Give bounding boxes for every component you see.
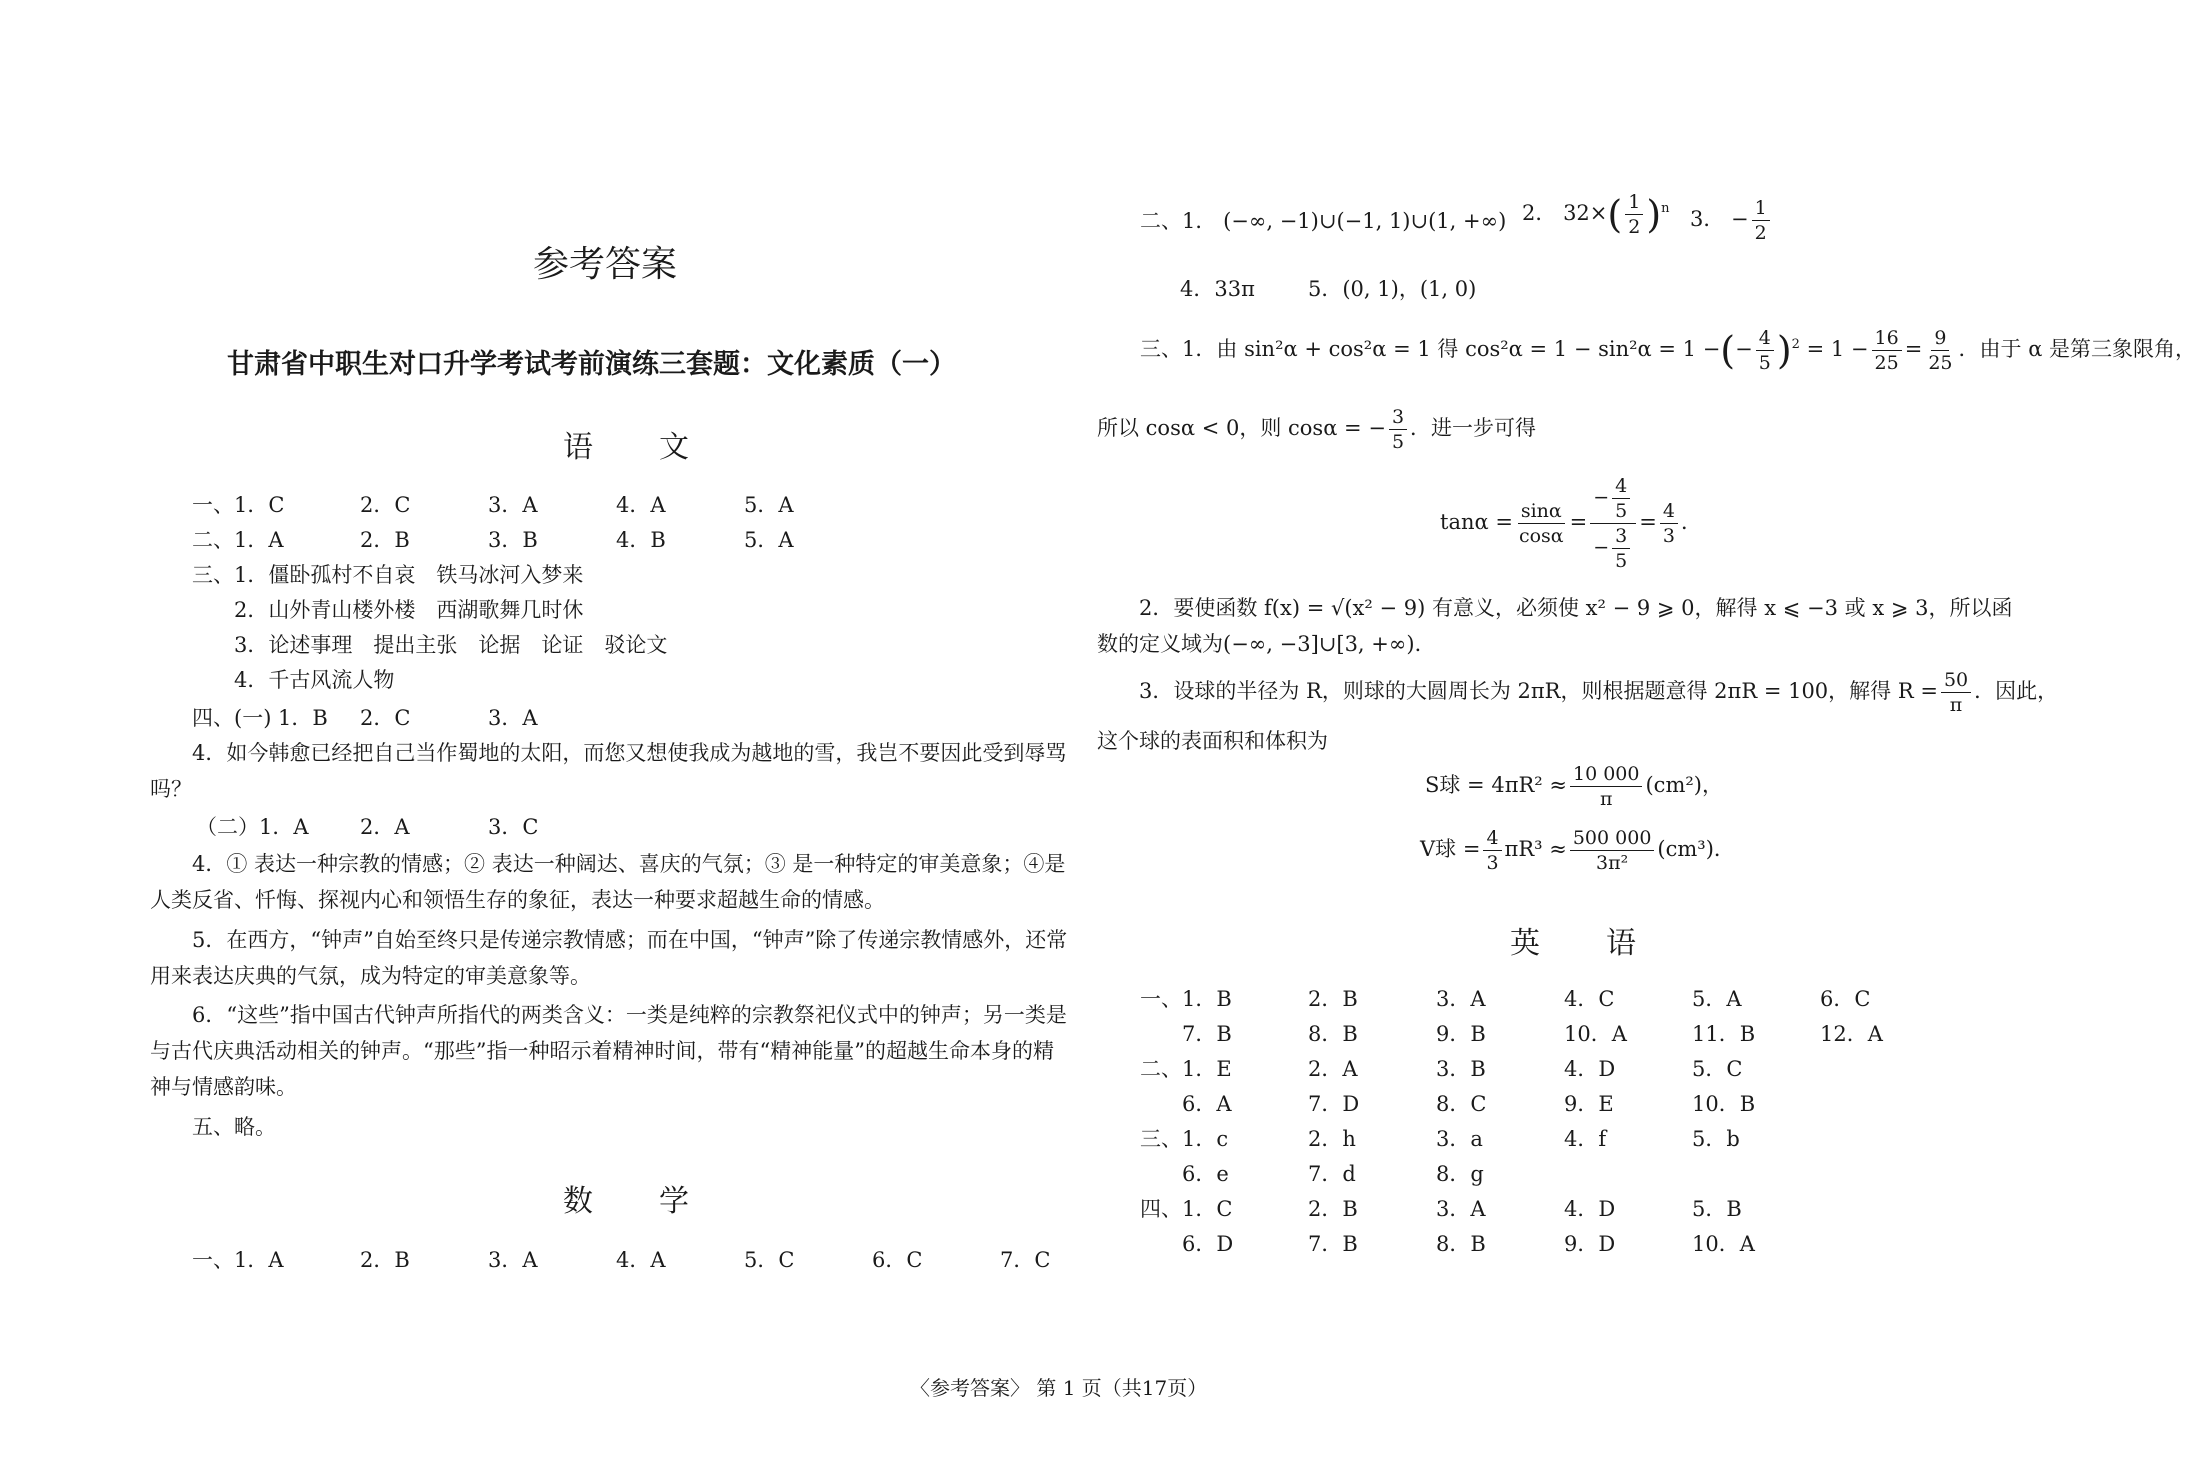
answer-item: 3．A [488,706,538,730]
shuxue-san-1: 三、1．由 sin²α + cos²α = 1 得 cos²α = 1 − sin²α = 1 −(− $\frac{4}{5}$ )$^2$ = 1 − $\frac{16}{25}$ = $\frac{9}{25}$ ．由于 α 是第三象限角， [1140,327,2196,374]
fraction: $\frac{4}{3}$ [1483,826,1501,875]
answer-item: 5．b [1692,1127,1740,1151]
fraction: $\frac{50}{\pi}$ [1941,668,1971,717]
math-expression: tanα = [1440,510,1513,534]
answer-item: 9．D [1564,1232,1616,1256]
math-expression: = 1 − [1806,337,1869,361]
yuwen-row-1 [192,490,872,520]
answer-item: 二、1．A [192,528,284,552]
answer-item: 9．E [1564,1092,1614,1116]
compound-fraction: − $\frac{4}{5}$ − $\frac{3}{5}$ [1590,474,1636,573]
yuwen-q5: 5．在西方，“钟声”自始至终只是传递宗教情感；而在中国，“钟声”除了传递宗教情感外，还常用来表达庆典的气氛，成为特定的审美意象等。 [150,928,1068,988]
answer-item: （二）1．A [196,815,309,839]
yingyu-row [1182,1089,1820,1119]
shuxue-sphere-volume [1420,826,1735,875]
answer-item: 一、1．C [192,493,285,517]
fraction: $\frac{1}{2}$ [1752,196,1770,245]
answer-item: 2．A [1308,1057,1358,1081]
answer-item: 2．h [1308,1127,1356,1151]
math-expression: V球 = [1420,837,1481,861]
math-expression: πR³ ≈ [1504,837,1567,861]
fraction: $\frac{16}{25}$ [1872,326,1902,375]
answer-item: 四、(一) 1．B [192,706,328,730]
page-footer: 〈参考答案〉 第 1 页（共17页） [910,1376,1208,1400]
shuxue-san-1-line2 [1097,405,1536,454]
item-label: 3． [1690,207,1725,231]
answer-item: 二、1．E [1140,1057,1232,1081]
shuxue-er-3: 3． − $\frac{1}{2}$ [1690,196,1773,245]
shuxue-er-1 [1140,205,1506,235]
answer-item: 12．A [1820,1022,1883,1046]
math-expression: 3．设球的半径为 R，则球的大圆周长为 2πR，则根据题意得 2πR = 100，解得 R = [1139,679,1938,703]
answer-item: 2．B [360,1248,410,1272]
math-expression: sin²α + cos²α = 1 得 cos²α = 1 − sin²α = 1 − [1244,337,1721,361]
shuxue-q2: 2．要使函数 f(x) = √(x² − 9) 有意义，必须使 x² − 9 ⩾ 0，解得 x ⩽ −3 或 x ⩾ 3，所以函数的定义域为(−∞, −3]∪[3, +∞)． [1097,596,2013,656]
yingyu-row [1182,1229,1820,1259]
fraction: $\frac{1}{2}$ [1625,190,1643,239]
answer-item: 8．B [1308,1022,1358,1046]
answer-item: 4．C [1564,987,1615,1011]
exam-subtitle: 甘肃省中职生对口升学考试考前演练三套题：文化素质（一） [227,349,956,380]
yingyu-row [1140,1054,1820,1084]
answer-item: 5．A [744,493,794,517]
shuxue-er-4: 4．33π [1180,277,1255,301]
text: ．进一步可得 [1410,416,1537,440]
shuxue-row-1 [192,1245,1128,1275]
unit: (cm²)， [1645,773,1723,797]
exponent: n [1661,201,1670,216]
fraction: $\frac{3}{5}$ [1389,405,1407,454]
yuwen-si-4: 4．如今韩愈已经把自己当作蜀地的太阳，而您又想使我成为越地的雪，我岂不要因此受到辱骂吗？ [150,741,1067,801]
answer-item: 7．C [1000,1248,1051,1272]
yingyu-row [1140,1124,1820,1154]
answer-item: 8．C [1436,1092,1487,1116]
answer-item: 4．B [616,528,666,552]
answer-item: 4．f [1564,1127,1607,1151]
yuwen-san-4: 4．千古风流人物 [234,668,395,692]
shuxue-tan-formula: tanα = $\frac{\sin\alpha}{\cos\alpha}$ = − $\frac{4}{5}$ − $\frac{3}{5}$ = $\frac{4}{3}$ ． [1440,475,1702,572]
fraction: $\frac{500 000}{\text{3π²}}$ [1570,826,1655,875]
answer-item: 四、1．C [1140,1197,1233,1221]
answer-item: 6．A [1182,1092,1232,1116]
answer-item: 10．A [1692,1232,1755,1256]
answer-item: 9．B [1436,1022,1486,1046]
shuxue-er-2: 2． 32×( $\frac{1}{2}$ )$^n$ [1522,191,1670,238]
answer-item: 2．C [360,706,411,730]
yingyu-row [1140,1194,1820,1224]
answer-item: 7．B [1182,1022,1232,1046]
answer-item: 6．e [1182,1162,1229,1186]
yingyu-row [1182,1159,1564,1189]
yuwen-san-3: 3．论述事理 提出主张 论据 论证 驳论文 [234,633,668,657]
shuxue-q3-line1 [1139,668,2058,717]
yuwen-heading: 语 文 [563,430,707,465]
answer-item: 3．B [1436,1057,1486,1081]
answer-item: 3．A [1436,1197,1486,1221]
fraction: $\frac{\sin\alpha}{\cos\alpha}$ [1518,500,1564,547]
math-expression: 所以 cosα < 0，则 cosα = − [1097,416,1386,440]
answer-item: 一、1．A [192,1248,284,1272]
answer-item: 3．A [1436,987,1486,1011]
yuwen-er-row [196,812,616,842]
yuwen-row-2 [192,525,872,555]
answer-item: 5．C [744,1248,795,1272]
answer-item: 2．A [360,815,410,839]
answer-item: 4．D [1564,1197,1616,1221]
answer-item: 11．B [1692,1022,1756,1046]
shuxue-q3-line2: 这个球的表面积和体积为 [1097,729,1328,753]
answer-item: 2．B [1308,987,1358,1011]
yingyu-row [1182,1019,1948,1049]
fraction: $\frac{4}{5}$ [1756,326,1774,375]
answer-item: 10．B [1692,1092,1756,1116]
math-expression: S球 = 4πR² ≈ [1425,773,1567,797]
answer-item: 3．A [488,1248,538,1272]
answer-item: 5．A [1692,987,1742,1011]
text: ．由于 α 是第三象限角， [1958,337,2196,361]
answer-item: 8．g [1436,1162,1484,1186]
answer-item: 2．C [360,493,411,517]
page-title: 参考答案 [533,244,678,285]
yuwen-si-row [192,703,616,733]
answer-item: 2．B [360,528,410,552]
answer-item: 三、1．c [1140,1127,1229,1151]
answer-item: 7．d [1308,1162,1356,1186]
answer-item: 5．C [1692,1057,1743,1081]
shuxue-sphere-area [1425,762,1723,811]
answer-item: 8．B [1436,1232,1486,1256]
answer-item: 4．A [616,493,666,517]
yuwen-wu: 五、略。 [192,1115,276,1139]
answer-item: 5．B [1692,1197,1742,1221]
fraction: $\frac{4}{3}$ [1660,499,1678,548]
yingyu-row [1140,984,1948,1014]
answer-item: 6．C [872,1248,923,1272]
item-label: 2． [1522,201,1557,225]
answer-item: 一、1．B [1140,987,1232,1011]
answer-item: 6．D [1182,1232,1234,1256]
answer-item: 4．D [1564,1057,1616,1081]
shuxue-heading: 数 学 [563,1184,707,1219]
answer-item: 2．B [1308,1197,1358,1221]
yingyu-heading: 英 语 [1510,926,1654,961]
yuwen-q4: 4．① 表达一种宗教的情感；② 表达一种阔达、喜庆的气氛；③ 是一种特定的审美意象；④是人类反省、忏悔、探视内心和领悟生存的象征，表达一种要求超越生命的情感。 [150,852,1066,912]
yuwen-san-1: 三、1．僵卧孤村不自哀 铁马冰河入梦来 [192,563,584,587]
answer-item: 3．a [1436,1127,1483,1151]
math-expression: (−∞, −1)∪(−1, 1)∪(1, +∞) [1223,209,1507,233]
answer-item: 3．C [488,815,539,839]
item-label: 三、1．由 [1140,337,1238,361]
item-label: 二、1． [1140,209,1217,233]
answer-item: 3．B [488,528,538,552]
shuxue-er-5: 5．(0, 1)，(1, 0) [1308,277,1477,301]
answer-item: 5．A [744,528,794,552]
yuwen-q6: 6．“这些”指中国古代钟声所指代的两类含义：一类是纯粹的宗教祭祀仪式中的钟声；另一类是与古代庆典活动相关的钟声。“那些”指一种昭示着精神时间，带有“精神能量”的超越生命本身的精神与情感韵味。 [150,1003,1067,1099]
yuwen-san-2: 2．山外青山楼外楼 西湖歌舞几时休 [234,598,584,622]
answer-item: 6．C [1820,987,1871,1011]
answer-item: 7．D [1308,1092,1360,1116]
answer-item: 3．A [488,493,538,517]
fraction: $\frac{10 000}{\pi}$ [1570,762,1642,811]
unit: (cm³)． [1657,837,1735,861]
fraction: $\frac{9}{25}$ [1928,327,1953,374]
answer-item: 10．A [1564,1022,1627,1046]
answer-item: 4．A [616,1248,666,1272]
text: ．因此， [1974,679,2059,703]
answer-item: 7．B [1308,1232,1358,1256]
math-expression: 32× [1563,201,1608,225]
